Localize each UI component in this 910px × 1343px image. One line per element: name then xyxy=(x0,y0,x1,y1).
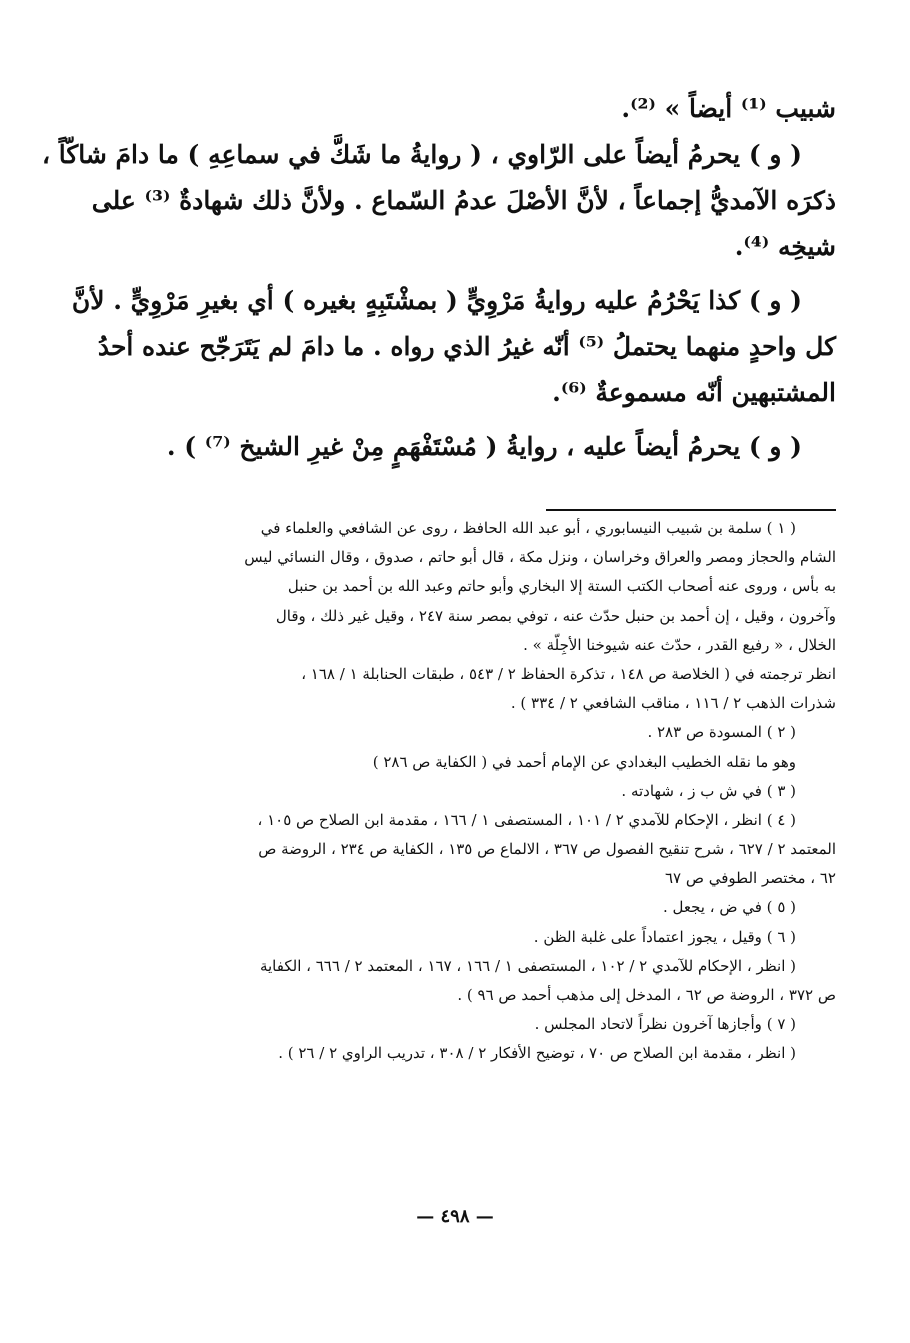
footnote-line: انظر ترجمته في ( الخلاصة ص ١٤٨ ، تذكرة الحفاظ ٢ / ٥٤٣ ، طبقات الحنابلة ١ / ١٦٨ ، xyxy=(301,664,836,683)
footnote-line: ( ٧ ) وأجازها آخرون نظراً لاتحاد المجلس . xyxy=(534,1015,796,1034)
footnote-line: ( ٦ ) وقيل ، يجوز اعتماداً على غلبة الظن . xyxy=(533,927,796,946)
footnote-line: الخلال ، « رفيع القدر ، حدّث عنه شيوخنا الأجِلّة » . xyxy=(523,635,836,654)
main-text-line: ( و ) كذا يَحْرُمُ عليه روايةُ مَرْوِيٍّ ( بمشْتَبِهٍ بغيره ) أي بغيرِ مَرْوِيٍّ . لأنَّ xyxy=(71,286,802,315)
footnote-line: ٦٢ ، مختصر الطوفي ص ٦٧ xyxy=(664,869,836,888)
footnote-line: به بأس ، وروى عنه أصحاب الكتب الستة إلا البخاري وأبو حاتم وعبد الله بن أحمد بن حنبل xyxy=(287,577,836,596)
footnote-line: وهو ما نقله الخطيب البغدادي عن الإمام أحمد في ( الكفاية ص ٢٨٦ ) xyxy=(372,752,796,771)
main-text-line: كل واحدٍ منهما يحتملُ ⁽⁵⁾ أنّه غيرُ الذي رواه . ما دامَ لم يَتَرَجّح عنده أحدُ xyxy=(97,332,836,361)
footnote-separator xyxy=(546,509,836,511)
page-number: — ٤٩٨ — xyxy=(416,1206,494,1227)
main-text-line: ذكرَه الآمديُّ إجماعاً ، لأنَّ الأصْلَ عدمُ السّماع . ولأنَّ ذلك شهادةٌ ⁽³⁾ على xyxy=(91,186,836,215)
footnote-line: وآخرون ، وقيل ، إن أحمد بن حنبل حدّث عنه ، توفي بمصر سنة ٢٤٧ ، وقيل غير ذلك ، وقال xyxy=(275,606,836,625)
footnote-line: ( ٢ ) المسودة ص ٢٨٣ . xyxy=(647,723,796,742)
footnote-line: الشام والحجاز ومصر والعراق وخراسان ، ونزل مكة ، قال أبو حاتم ، صدوق ، وقال النسائي ليس xyxy=(244,548,836,567)
footnote-line: ص ٣٧٢ ، الروضة ص ٦٢ ، المدخل إلى مذهب أحمد ص ٩٦ ) . xyxy=(457,986,836,1004)
footnote-line: شذرات الذهب ٢ / ١١٦ ، مناقب الشافعي ٢ / ٣٣٤ ) . xyxy=(510,694,836,713)
main-text-line: ( و ) يحرمُ أيضاً على الرّاوي ، ( روايةُ ما شَكَّ في سماعِهِ ) ما دامَ شاكّاً ، xyxy=(42,140,802,169)
footnote-line: ( انظر ، مقدمة ابن الصلاح ص ٧٠ ، توضيح الأفكار ٢ / ٣٠٨ ، تدريب الراوي ٢ / ٢٦ ) . xyxy=(278,1044,796,1063)
footnote-line: ( ٤ ) انظر ، الإحكام للآمدي ٢ / ١٠١ ، المستصفى ١ / ١٦٦ ، مقدمة ابن الصلاح ص ١٠٥ ، xyxy=(257,810,796,829)
footnote-line: ( انظر ، الإحكام للآمدي ٢ / ١٠٢ ، المستصفى ١ / ١٦٦ ، ١٦٧ ، المعتمد ٢ / ٦٦٦ ، الكفاية xyxy=(259,956,796,975)
footnote-line: ( ٣ ) في ش ب ز ، شهادته . xyxy=(621,781,796,800)
footnotes xyxy=(96,514,836,1069)
main-text-line: شيخِه ⁽⁴⁾. xyxy=(734,232,836,261)
page-body xyxy=(42,86,836,1063)
main-text-line: المشتبهين أنّه مسموعةٌ ⁽⁶⁾. xyxy=(552,378,836,407)
footnote-line: ( ٥ ) في ض ، يجعل . xyxy=(662,898,796,917)
main-text-line: ( و ) يحرمُ أيضاً عليه ، روايةُ ( مُسْتَفْهَمٍ مِنْ غيرِ الشيخ ⁽⁷⁾ ) . xyxy=(166,432,802,461)
footnote-line: المعتمد ٢ / ٦٢٧ ، شرح تنقيح الفصول ص ٣٦٧ ، الالماع ص ١٣٥ ، الكفاية ص ٢٣٤ ، الروضة ص xyxy=(258,840,836,859)
main-text-line: شبيب ⁽¹⁾ أيضاً » ⁽²⁾. xyxy=(621,94,836,123)
footnote-line: ( ١ ) سلمة بن شبيب النيسابوري ، أبو عبد الله الحافظ ، روى عن الشافعي والعلماء في xyxy=(260,519,796,537)
